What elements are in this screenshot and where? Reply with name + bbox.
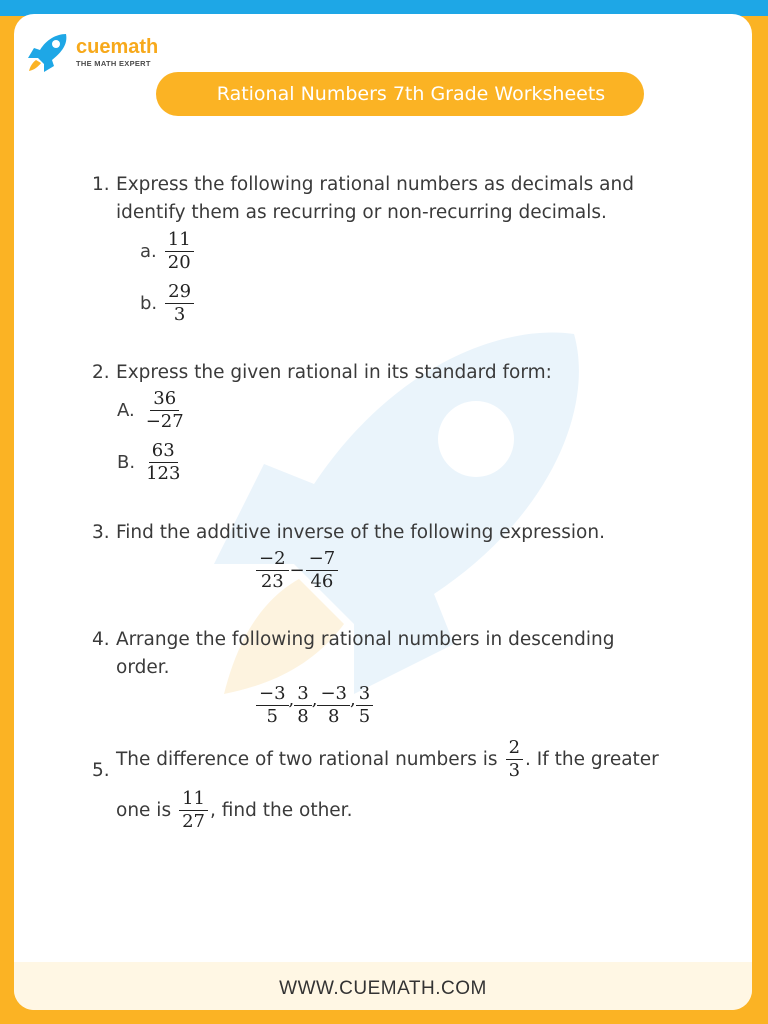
fraction (179, 788, 208, 833)
fraction-list (256, 683, 373, 728)
question-text-part: one is (116, 799, 172, 821)
question-text-line: Express the following rational numbers as decimals and (116, 174, 634, 195)
fraction (506, 737, 523, 782)
cuemath-logo (26, 32, 158, 72)
sub-item-label: B. (117, 452, 136, 473)
denominator: 27 (182, 811, 205, 832)
denominator: 3 (173, 304, 186, 325)
sub-item (117, 440, 183, 485)
denominator: 8 (297, 706, 309, 727)
sub-item (140, 281, 194, 326)
numerator: 29 (165, 281, 194, 304)
comma-separator: , (350, 689, 356, 710)
brand-tagline: THE MATH EXPERT (76, 58, 151, 68)
worksheet-page (14, 14, 752, 1010)
question-text-line: order. (116, 657, 170, 678)
minus-operator: − (289, 560, 305, 581)
fraction (165, 229, 194, 274)
numerator: 3 (294, 683, 311, 706)
question-text-part: The difference of two rational numbers is (116, 748, 498, 770)
question-4 (92, 626, 712, 682)
fraction (165, 281, 194, 326)
fraction (256, 548, 289, 593)
fraction (317, 683, 350, 728)
question-1 (92, 171, 712, 227)
brand-name: cuemath (76, 35, 159, 58)
rocket-logo-icon (26, 32, 70, 72)
numerator: 36 (150, 388, 179, 411)
worksheet-title: Rational Numbers 7th Grade Worksheets (156, 72, 644, 116)
numerator: 11 (165, 229, 194, 252)
question-2 (92, 359, 712, 387)
question-text-line: Express the given rational in its standard form: (116, 362, 552, 383)
numerator: 2 (506, 737, 523, 760)
footer (14, 962, 752, 1010)
denominator: 5 (358, 706, 371, 727)
numerator: −3 (317, 683, 350, 706)
sub-item-label: A. (117, 400, 135, 421)
question-number: 2. (92, 362, 110, 383)
denominator: −27 (145, 411, 184, 432)
numerator: 63 (149, 440, 178, 463)
numerator: 3 (356, 683, 373, 706)
question-text-part: . If the greater (525, 748, 659, 770)
fraction (294, 683, 311, 728)
comma-separator: , (311, 689, 318, 710)
question-number: 4. (92, 629, 110, 650)
numerator: −7 (306, 548, 339, 571)
question-number: 1. (92, 174, 110, 195)
fraction (356, 683, 373, 728)
fraction (143, 388, 187, 433)
denominator: 5 (266, 706, 278, 727)
denominator: 8 (328, 706, 340, 727)
question-number: 5. (92, 760, 110, 781)
numerator: −2 (256, 548, 289, 571)
sub-item (117, 388, 187, 433)
denominator: 123 (146, 463, 181, 484)
question-text-line: Arrange the following rational numbers in descending (116, 629, 615, 650)
denominator: 46 (310, 571, 334, 592)
numerator: 11 (179, 788, 208, 811)
numerator: −3 (256, 683, 289, 706)
footer-url[interactable]: WWW.CUEMATH.COM (279, 978, 487, 999)
question-3 (92, 519, 712, 547)
question-text-line: identify them as recurring or non-recurring decimals. (116, 202, 607, 223)
question-text-part: , find the other. (210, 799, 353, 821)
denominator: 20 (167, 252, 191, 273)
sub-item-label: a. (140, 241, 157, 262)
fraction (143, 440, 183, 485)
comma-separator: , (288, 689, 295, 710)
denominator: 3 (508, 760, 521, 781)
sub-item (140, 229, 194, 274)
question-5 (92, 737, 732, 833)
math-expression (256, 548, 338, 593)
question-text-line: Find the additive inverse of the following expression. (116, 522, 605, 543)
sub-item-label: b. (140, 293, 158, 314)
fraction (256, 683, 289, 728)
fraction (306, 548, 339, 593)
denominator: 23 (260, 571, 284, 592)
question-number: 3. (92, 522, 110, 543)
